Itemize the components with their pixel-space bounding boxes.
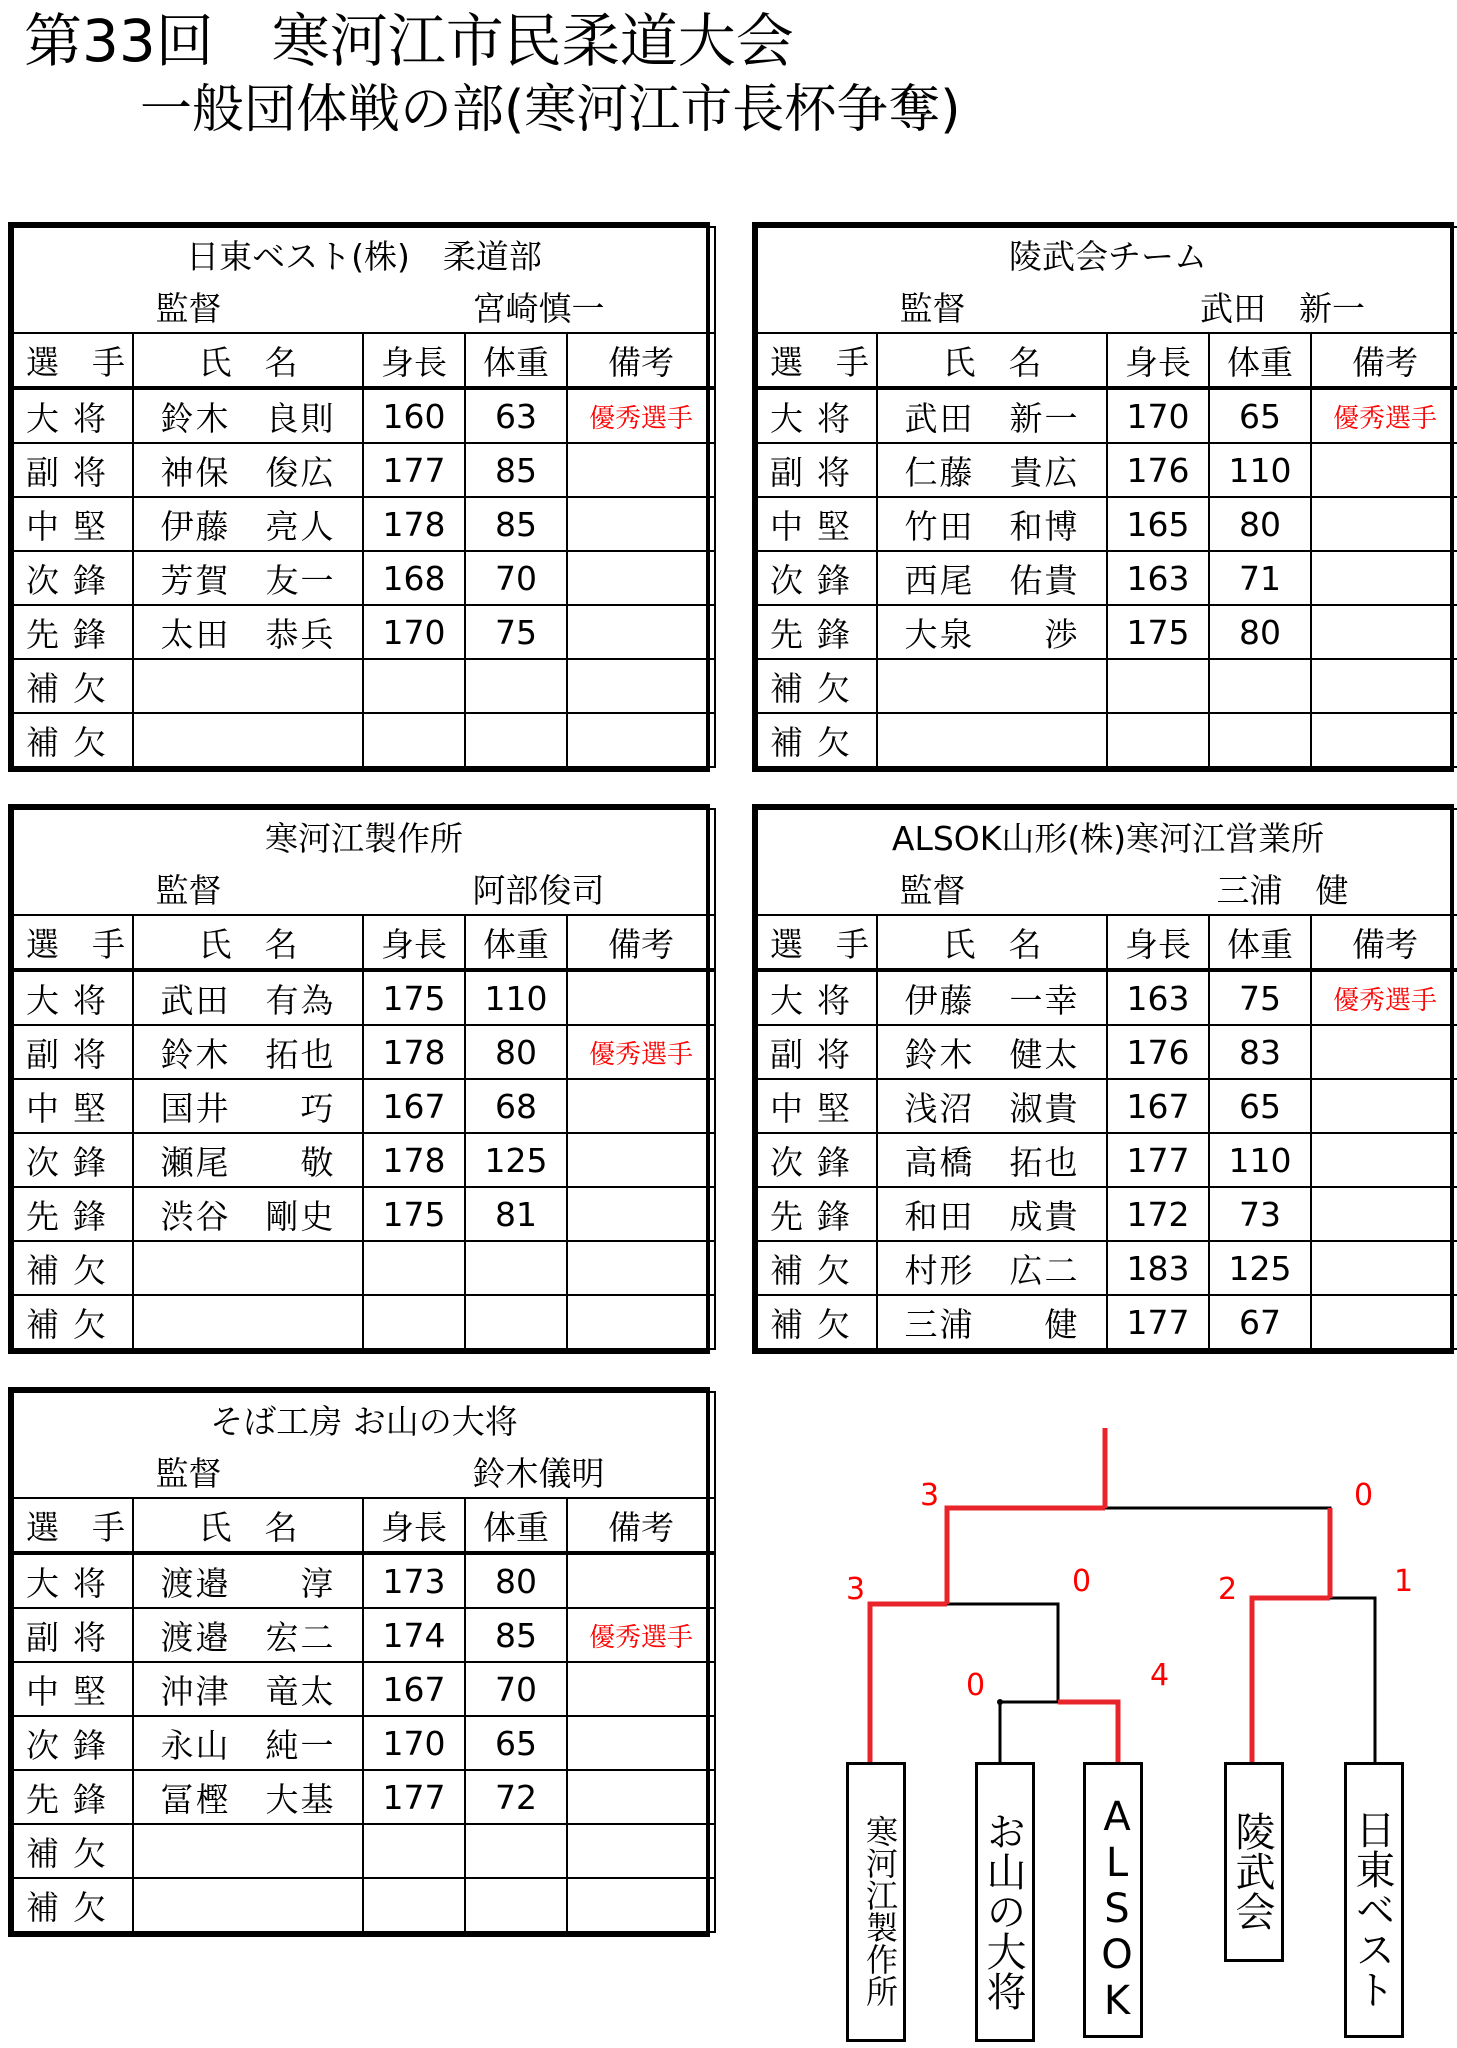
player-height: 175 xyxy=(1107,605,1209,659)
coach-name: 阿部俊司 xyxy=(363,862,715,915)
team-name: 寒河江製作所 xyxy=(13,809,715,862)
coach-label: 監督 xyxy=(13,862,363,915)
column-header-height: 身長 xyxy=(363,333,465,388)
player-weight: 81 xyxy=(465,1187,567,1241)
player-position: 次鋒 xyxy=(13,551,133,605)
player-note: 優秀選手 xyxy=(567,1025,715,1079)
bracket-entrant-samukawae: 寒河江製作所 xyxy=(846,1762,906,2042)
player-height: 176 xyxy=(1107,443,1209,497)
player-weight: 125 xyxy=(465,1133,567,1187)
score-final-right: 0 xyxy=(1354,1478,1374,1513)
column-header-name: 氏 名 xyxy=(877,333,1107,388)
team-name: 陵武会チーム xyxy=(757,227,1457,280)
player-height: 183 xyxy=(1107,1241,1209,1295)
player-name: 鈴木 拓也 xyxy=(133,1025,363,1079)
player-name: 渡邉 宏二 xyxy=(133,1608,363,1662)
player-position: 次鋒 xyxy=(13,1133,133,1187)
player-position: 補欠 xyxy=(757,1241,877,1295)
coach-name: 鈴木儀明 xyxy=(363,1445,715,1498)
coach-name: 三浦 健 xyxy=(1107,862,1457,915)
player-height: 172 xyxy=(1107,1187,1209,1241)
player-position: 副将 xyxy=(13,1608,133,1662)
score-semi-left-b: 0 xyxy=(1072,1564,1092,1599)
bracket-line-semi-right-b xyxy=(1330,1598,1375,1768)
player-height: 178 xyxy=(363,1133,465,1187)
player-height: 177 xyxy=(363,1770,465,1824)
player-height: 168 xyxy=(363,551,465,605)
player-height: 173 xyxy=(363,1553,465,1608)
score-first-b: 4 xyxy=(1150,1658,1170,1693)
player-name: 渡邉 淳 xyxy=(133,1553,363,1608)
bracket-line-win-first xyxy=(1058,1702,1118,1768)
player-name: 村形 広二 xyxy=(877,1241,1107,1295)
player-weight: 85 xyxy=(465,497,567,551)
player-name: 渋谷 剛史 xyxy=(133,1187,363,1241)
column-header-note: 備考 xyxy=(1311,333,1457,388)
player-name: 芳賀 友一 xyxy=(133,551,363,605)
coach-label: 監督 xyxy=(13,1445,363,1498)
player-position: 先鋒 xyxy=(13,1187,133,1241)
player-name: 武田 有為 xyxy=(133,970,363,1025)
player-position: 大将 xyxy=(757,970,877,1025)
column-header-name: 氏 名 xyxy=(133,1498,363,1553)
player-position: 次鋒 xyxy=(757,551,877,605)
player-position: 補欠 xyxy=(13,1241,133,1295)
column-header-height: 身長 xyxy=(1107,915,1209,970)
bracket-dot xyxy=(997,1699,1003,1705)
player-position: 中堅 xyxy=(13,1662,133,1716)
player-note: 優秀選手 xyxy=(567,388,715,443)
player-weight: 110 xyxy=(1209,1133,1311,1187)
page-title: 第33回 寒河江市民柔道大会 xyxy=(24,7,794,75)
player-name: 三浦 健 xyxy=(877,1295,1107,1349)
player-name: 西尾 佑貴 xyxy=(877,551,1107,605)
column-header-name: 氏 名 xyxy=(133,333,363,388)
player-weight: 80 xyxy=(1209,605,1311,659)
player-position: 補欠 xyxy=(13,713,133,767)
player-weight: 110 xyxy=(465,970,567,1025)
player-height: 167 xyxy=(363,1662,465,1716)
player-position: 補欠 xyxy=(757,659,877,713)
player-name: 竹田 和博 xyxy=(877,497,1107,551)
player-weight: 75 xyxy=(1209,970,1311,1025)
player-position: 中堅 xyxy=(13,1079,133,1133)
player-position: 副将 xyxy=(757,443,877,497)
bracket-entrant-alsok: ALSOK xyxy=(1083,1762,1143,2038)
column-header-weight: 体重 xyxy=(465,915,567,970)
player-name: 武田 新一 xyxy=(877,388,1107,443)
player-height: 178 xyxy=(363,1025,465,1079)
coach-name: 宮崎慎一 xyxy=(363,280,715,333)
player-height: 177 xyxy=(1107,1133,1209,1187)
player-weight: 80 xyxy=(465,1553,567,1608)
coach-label: 監督 xyxy=(757,862,1107,915)
player-position: 副将 xyxy=(757,1025,877,1079)
player-height: 175 xyxy=(363,970,465,1025)
player-position: 先鋒 xyxy=(757,1187,877,1241)
player-position: 補欠 xyxy=(13,1295,133,1349)
player-height: 167 xyxy=(1107,1079,1209,1133)
player-position: 補欠 xyxy=(13,1878,133,1932)
player-note: 優秀選手 xyxy=(1311,970,1457,1025)
coach-label: 監督 xyxy=(757,280,1107,333)
player-name: 太田 恭兵 xyxy=(133,605,363,659)
player-position: 大将 xyxy=(13,970,133,1025)
player-height: 165 xyxy=(1107,497,1209,551)
player-name: 神保 俊広 xyxy=(133,443,363,497)
player-weight: 65 xyxy=(1209,1079,1311,1133)
bracket-entrant-nitto: 日東ベスト xyxy=(1344,1762,1404,2038)
player-name: 瀬尾 敬 xyxy=(133,1133,363,1187)
column-header-weight: 体重 xyxy=(465,333,567,388)
player-height: 177 xyxy=(363,443,465,497)
player-height: 167 xyxy=(363,1079,465,1133)
player-height: 163 xyxy=(1107,551,1209,605)
player-name: 仁藤 貴広 xyxy=(877,443,1107,497)
player-position: 大将 xyxy=(13,388,133,443)
player-height: 177 xyxy=(1107,1295,1209,1349)
player-name: 鈴木 良則 xyxy=(133,388,363,443)
coach-label: 監督 xyxy=(13,280,363,333)
player-weight: 110 xyxy=(1209,443,1311,497)
player-name: 国井 巧 xyxy=(133,1079,363,1133)
player-note: 優秀選手 xyxy=(1311,388,1457,443)
player-position: 中堅 xyxy=(13,497,133,551)
player-position: 大将 xyxy=(13,1553,133,1608)
player-position: 補欠 xyxy=(757,713,877,767)
bracket-entrant-oyama: お山の大将 xyxy=(975,1762,1035,2042)
column-header-position: 選 手 xyxy=(757,333,877,388)
player-position: 先鋒 xyxy=(13,1770,133,1824)
player-name: 大泉 渉 xyxy=(877,605,1107,659)
player-position: 補欠 xyxy=(13,659,133,713)
column-header-position: 選 手 xyxy=(13,915,133,970)
column-header-height: 身長 xyxy=(363,915,465,970)
player-position: 補欠 xyxy=(13,1824,133,1878)
score-semi-left-a: 3 xyxy=(846,1572,866,1607)
player-name: 伊藤 亮人 xyxy=(133,497,363,551)
player-name: 浅沼 淑貴 xyxy=(877,1079,1107,1133)
bracket-line-win-right-semi xyxy=(1252,1598,1330,1768)
player-position: 中堅 xyxy=(757,1079,877,1133)
player-weight: 80 xyxy=(1209,497,1311,551)
player-position: 次鋒 xyxy=(757,1133,877,1187)
player-position: 先鋒 xyxy=(13,605,133,659)
player-height: 178 xyxy=(363,497,465,551)
player-weight: 70 xyxy=(465,1662,567,1716)
column-header-note: 備考 xyxy=(567,1498,715,1553)
player-weight: 73 xyxy=(1209,1187,1311,1241)
score-final-left: 3 xyxy=(920,1478,940,1513)
team-name: ALSOK山形(株)寒河江営業所 xyxy=(757,809,1457,862)
column-header-position: 選 手 xyxy=(13,333,133,388)
player-height: 176 xyxy=(1107,1025,1209,1079)
player-position: 先鋒 xyxy=(757,605,877,659)
player-height: 170 xyxy=(363,1716,465,1770)
bracket-line-first-a xyxy=(1000,1702,1058,1768)
player-name: 高橋 拓也 xyxy=(877,1133,1107,1187)
player-weight: 65 xyxy=(1209,388,1311,443)
column-header-note: 備考 xyxy=(1311,915,1457,970)
column-header-weight: 体重 xyxy=(465,1498,567,1553)
player-position: 副将 xyxy=(13,443,133,497)
score-semi-right-b: 1 xyxy=(1394,1564,1414,1599)
player-weight: 68 xyxy=(465,1079,567,1133)
player-weight: 75 xyxy=(465,605,567,659)
player-weight: 63 xyxy=(465,388,567,443)
player-weight: 72 xyxy=(465,1770,567,1824)
player-name: 沖津 竜太 xyxy=(133,1662,363,1716)
player-position: 中堅 xyxy=(757,497,877,551)
player-height: 174 xyxy=(363,1608,465,1662)
score-first-a: 0 xyxy=(966,1668,986,1703)
column-header-note: 備考 xyxy=(567,915,715,970)
player-position: 次鋒 xyxy=(13,1716,133,1770)
column-header-name: 氏 名 xyxy=(133,915,363,970)
team-name: 日東ベスト(株) 柔道部 xyxy=(13,227,715,280)
player-height: 163 xyxy=(1107,970,1209,1025)
column-header-position: 選 手 xyxy=(13,1498,133,1553)
player-weight: 70 xyxy=(465,551,567,605)
coach-name: 武田 新一 xyxy=(1107,280,1457,333)
player-weight: 125 xyxy=(1209,1241,1311,1295)
player-height: 170 xyxy=(363,605,465,659)
bracket-entrant-ryobukai: 陵武会 xyxy=(1224,1762,1284,1962)
player-name: 永山 純一 xyxy=(133,1716,363,1770)
player-weight: 80 xyxy=(465,1025,567,1079)
player-weight: 71 xyxy=(1209,551,1311,605)
column-header-note: 備考 xyxy=(567,333,715,388)
column-header-name: 氏 名 xyxy=(877,915,1107,970)
score-semi-right-a: 2 xyxy=(1218,1572,1238,1607)
column-header-position: 選 手 xyxy=(757,915,877,970)
page-subtitle: 一般団体戦の部(寒河江市長杯争奪) xyxy=(140,80,961,140)
player-position: 補欠 xyxy=(757,1295,877,1349)
column-header-height: 身長 xyxy=(1107,333,1209,388)
player-name: 鈴木 健太 xyxy=(877,1025,1107,1079)
player-name: 伊藤 一幸 xyxy=(877,970,1107,1025)
column-header-weight: 体重 xyxy=(1209,915,1311,970)
player-weight: 67 xyxy=(1209,1295,1311,1349)
bracket-line-semi-left-right xyxy=(947,1604,1058,1702)
team-name: そば工房 お山の大将 xyxy=(13,1392,715,1445)
player-weight: 85 xyxy=(465,443,567,497)
bracket-line-win-left-semi xyxy=(870,1604,947,1768)
player-height: 170 xyxy=(1107,388,1209,443)
player-name: 冨樫 大基 xyxy=(133,1770,363,1824)
column-header-height: 身長 xyxy=(363,1498,465,1553)
player-position: 副将 xyxy=(13,1025,133,1079)
player-height: 160 xyxy=(363,388,465,443)
player-height: 175 xyxy=(363,1187,465,1241)
player-weight: 65 xyxy=(465,1716,567,1770)
column-header-weight: 体重 xyxy=(1209,333,1311,388)
player-note: 優秀選手 xyxy=(567,1608,715,1662)
player-weight: 83 xyxy=(1209,1025,1311,1079)
player-weight: 85 xyxy=(465,1608,567,1662)
player-position: 大将 xyxy=(757,388,877,443)
player-name: 和田 成貴 xyxy=(877,1187,1107,1241)
